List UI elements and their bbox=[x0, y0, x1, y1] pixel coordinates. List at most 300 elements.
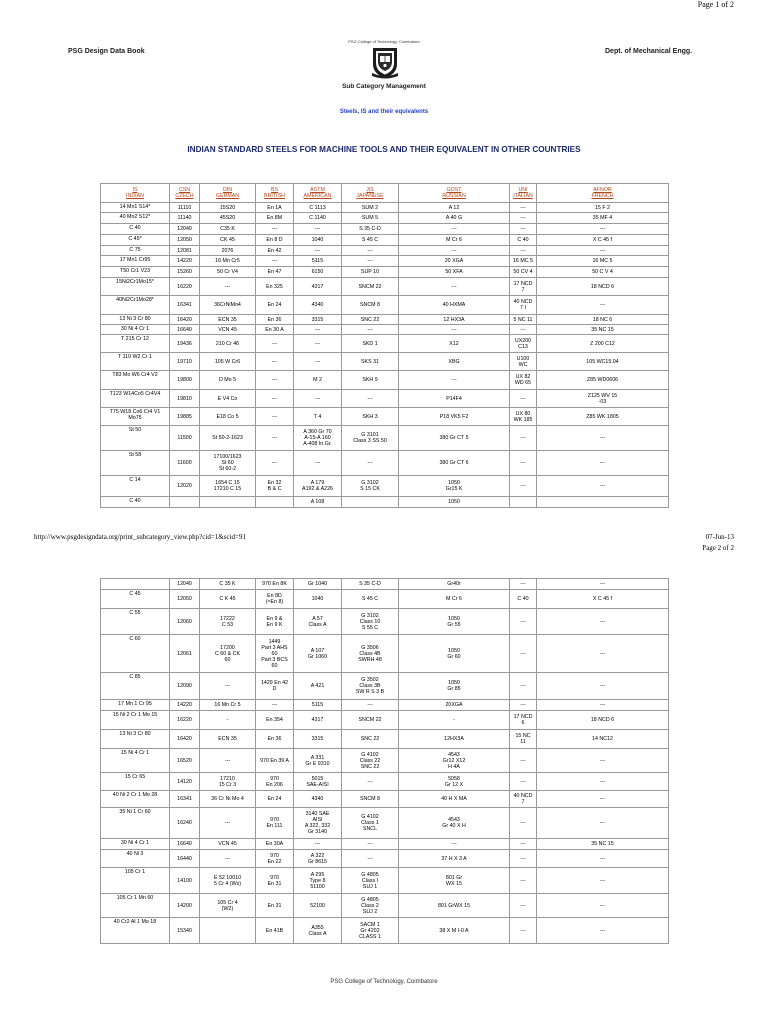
cell-is-indian: 40Ni2Cr1Mo28* bbox=[101, 296, 170, 315]
table-row bbox=[101, 590, 669, 609]
cell-is-indian: 17 Mn 1 Cr 95 bbox=[101, 700, 170, 711]
cell-gost-russian: A 12 bbox=[399, 203, 510, 213]
cell-afnor-french: --- bbox=[537, 918, 669, 944]
cell-din-german: ECN 35 bbox=[200, 730, 256, 749]
cell-jis-japanese: SKH 3 bbox=[342, 408, 399, 426]
cell-bs-british: 1449 Part 3 AHS 60 Part 3 BCS 60 bbox=[256, 635, 294, 673]
cell-is-indian bbox=[101, 579, 170, 590]
table-header-row bbox=[101, 184, 669, 203]
cell-jis-japanese: SUM 5 bbox=[342, 213, 399, 224]
cell-gost-russian: 380 Gr CT 5 bbox=[399, 426, 510, 451]
cell-bs-british: En 30A bbox=[256, 839, 294, 850]
cell-is-indian: 17 Mn1 Cr95 bbox=[101, 256, 170, 267]
cell-jis-japanese: S 35 C-D bbox=[342, 224, 399, 235]
cell-gost-russian: M Cr 6 bbox=[399, 590, 510, 609]
table-row bbox=[101, 730, 669, 749]
cell-uni-italian: --- bbox=[510, 839, 537, 850]
cell-csn-czech: 12050 bbox=[170, 590, 200, 609]
cell-csn-czech: 14220 bbox=[170, 256, 200, 267]
cell-bs-british: En 41B bbox=[256, 918, 294, 944]
cell-astm-american: --- bbox=[294, 325, 342, 335]
cell-jis-japanese: SNC 22 bbox=[342, 730, 399, 749]
cell-jis-japanese: --- bbox=[342, 700, 399, 711]
cell-bs-british: En 32 B & C bbox=[256, 476, 294, 497]
cell-afnor-french: --- bbox=[537, 476, 669, 497]
cell-uni-italian: --- bbox=[510, 609, 537, 635]
cell-din-german: E V4 Co bbox=[200, 390, 256, 408]
table-row bbox=[101, 635, 669, 673]
table-row bbox=[101, 224, 669, 235]
cell-din-german: C K 45 bbox=[200, 590, 256, 609]
cell-astm-american: 1040 bbox=[294, 235, 342, 246]
cell-is-indian: 30 Ni 4 Cr 1 bbox=[101, 839, 170, 850]
cell-csn-czech: 16341 bbox=[170, 296, 200, 315]
cell-bs-british: En 24 bbox=[256, 296, 294, 315]
cell-afnor-french: --- bbox=[537, 850, 669, 868]
cell-bs-british: En 30 A bbox=[256, 325, 294, 335]
table-row bbox=[101, 278, 669, 296]
cell-bs-british: --- bbox=[256, 224, 294, 235]
cell-din-german: C 35 K bbox=[200, 579, 256, 590]
cell-jis-japanese: SKH 9 bbox=[342, 371, 399, 390]
table-row bbox=[101, 353, 669, 371]
table-row bbox=[101, 673, 669, 700]
cell-bs-british: --- bbox=[256, 353, 294, 371]
cell-gost-russian: 4543 Gr 40 X H bbox=[399, 808, 510, 839]
cell-astm-american: --- bbox=[294, 353, 342, 371]
cell-is-indian: 15 Cr 65 bbox=[101, 773, 170, 791]
cell-afnor-french: --- bbox=[537, 894, 669, 918]
cell-csn-czech: 19810 bbox=[170, 390, 200, 408]
cell-is-indian: T75 W18 Co6 Cr4 V1 Mo75 bbox=[101, 408, 170, 426]
cell-astm-american: A 179 A192 & A226 bbox=[294, 476, 342, 497]
column-header-uni-italian: UNI ITALIAN bbox=[510, 184, 537, 203]
cell-uni-italian: --- bbox=[510, 918, 537, 944]
cell-uni-italian: 40 NCD 7 I bbox=[510, 296, 537, 315]
cell-uni-italian: 50 CV 4 bbox=[510, 267, 537, 278]
column-header-astm-american: ASTM AMERICAN bbox=[294, 184, 342, 203]
cell-astm-american: 3315 bbox=[294, 730, 342, 749]
cell-astm-american: A 421 bbox=[294, 673, 342, 700]
cell-uni-italian: 15 NC 11 bbox=[510, 730, 537, 749]
cell-jis-japanese: SNCM 22 bbox=[342, 278, 399, 296]
book-title: PSG Design Data Book bbox=[68, 48, 145, 55]
cell-csn-czech: 14220 bbox=[170, 700, 200, 711]
cell-jis-japanese bbox=[342, 497, 399, 508]
cell-is-indian: C 60 bbox=[101, 635, 170, 673]
cell-afnor-french: 105 WC15.04 bbox=[537, 353, 669, 371]
cell-is-indian: 40 Ni 2 Cr 1 Mo 28 bbox=[101, 791, 170, 808]
cell-uni-italian: --- bbox=[510, 325, 537, 335]
cell-is-indian: T 215 Cr 12 bbox=[101, 335, 170, 353]
cell-csn-czech: 16420 bbox=[170, 730, 200, 749]
cell-uni-italian: 16 MC 5 bbox=[510, 256, 537, 267]
cell-uni-italian: --- bbox=[510, 749, 537, 773]
cell-jis-japanese: --- bbox=[342, 451, 399, 476]
cell-csn-czech: 16220 bbox=[170, 278, 200, 296]
cell-is-indian: 40 Cr2 Al 1 Mo 18 bbox=[101, 918, 170, 944]
cell-astm-american: M 2 bbox=[294, 371, 342, 390]
cell-is-indian: 14 Mn1 S14* bbox=[101, 203, 170, 213]
cell-astm-american: --- bbox=[294, 224, 342, 235]
cell-afnor-french: --- bbox=[537, 808, 669, 839]
cell-jis-japanese: --- bbox=[342, 246, 399, 256]
table-title: INDIAN STANDARD STEELS FOR MACHINE TOOLS AND THEIR EQUIVALENT IN OTHER COUNTRIES bbox=[187, 145, 581, 154]
cell-csn-czech: 12020 bbox=[170, 476, 200, 497]
cell-din-german: 17100/1623 St 60 St 60-2 bbox=[200, 451, 256, 476]
cell-astm-american: C 1140 bbox=[294, 213, 342, 224]
cell-bs-british: En 325 bbox=[256, 278, 294, 296]
cell-csn-czech: 16220 bbox=[170, 711, 200, 730]
column-header-jis-japanese: JIS JAPANESE bbox=[342, 184, 399, 203]
cell-jis-japanese: --- bbox=[342, 839, 399, 850]
cell-gost-russian: X12 bbox=[399, 335, 510, 353]
table-row bbox=[101, 894, 669, 918]
cell-gost-russian: P18 VK5 F2 bbox=[399, 408, 510, 426]
cell-bs-british: En 8D (≈En 8) bbox=[256, 590, 294, 609]
cell-is-indian: T83 Mo W6 Cr4 V2 bbox=[101, 371, 170, 390]
cell-din-german: --- bbox=[200, 749, 256, 773]
cell-afnor-french: 14 NC12 bbox=[537, 730, 669, 749]
page-url: http://www.psgdesigndata.org/print_subcategory_view.php?cid=1&scid=91 bbox=[34, 533, 246, 541]
cell-afnor-french: 16 MC 5 bbox=[537, 256, 669, 267]
cell-afnor-french: --- bbox=[537, 673, 669, 700]
cell-afnor-french: --- bbox=[537, 773, 669, 791]
cell-jis-japanese: G 3502 Class 3B SW R S 3 B bbox=[342, 673, 399, 700]
cell-jis-japanese: SUM 2 bbox=[342, 203, 399, 213]
cell-astm-american: 3315 bbox=[294, 315, 342, 325]
cell-astm-american: --- bbox=[294, 246, 342, 256]
cell-astm-american: A 57 Class A bbox=[294, 609, 342, 635]
cell-astm-american: A 295 Type 8 51100 bbox=[294, 868, 342, 894]
table-row bbox=[101, 325, 669, 335]
cell-din-german: CK 45 bbox=[200, 235, 256, 246]
cell-csn-czech: 14100 bbox=[170, 868, 200, 894]
table-row bbox=[101, 868, 669, 894]
cell-bs-british: En 8M bbox=[256, 213, 294, 224]
cell-bs-british: 970 En 8K bbox=[256, 579, 294, 590]
cell-din-german: --- bbox=[200, 808, 256, 839]
cell-uni-italian: 5 NC 11 bbox=[510, 315, 537, 325]
cell-gost-russian: 4543 Gr12 X12 H 4A bbox=[399, 749, 510, 773]
cell-bs-british: 970 En 31 bbox=[256, 868, 294, 894]
cell-bs-british bbox=[256, 497, 294, 508]
cell-gost-russian: 1050 bbox=[399, 497, 510, 508]
table-row bbox=[101, 791, 669, 808]
cell-is-indian: C 75 bbox=[101, 246, 170, 256]
cell-bs-british: 970 En 111 bbox=[256, 808, 294, 839]
table-row bbox=[101, 315, 669, 325]
cell-is-indian: C 40 bbox=[101, 497, 170, 508]
table-row bbox=[101, 213, 669, 224]
cell-din-german bbox=[200, 497, 256, 508]
cell-din-german: 2076 bbox=[200, 246, 256, 256]
cell-jis-japanese: SNCM 22 bbox=[342, 711, 399, 730]
table-row bbox=[101, 497, 669, 508]
cell-jis-japanese: --- bbox=[342, 325, 399, 335]
table-row bbox=[101, 749, 669, 773]
cell-din-german: 36CrNiMo4 bbox=[200, 296, 256, 315]
table-row bbox=[101, 579, 669, 590]
cell-gost-russian: P14F4 bbox=[399, 390, 510, 408]
cell-bs-british: --- bbox=[256, 408, 294, 426]
cell-jis-japanese: G 3102 S 15 CK bbox=[342, 476, 399, 497]
cell-din-german: 16 Mn Cr 5 bbox=[200, 700, 256, 711]
cell-csn-czech: 19800 bbox=[170, 371, 200, 390]
cell-astm-american: 4317 bbox=[294, 278, 342, 296]
cell-bs-british: 970 En 206 bbox=[256, 773, 294, 791]
cell-uni-italian: UX 80 WK 185 bbox=[510, 408, 537, 426]
cell-gost-russian: 38 X M I-0 A bbox=[399, 918, 510, 944]
cell-uni-italian: --- bbox=[510, 213, 537, 224]
cell-is-indian: T 110 W2 Cr 1 bbox=[101, 353, 170, 371]
cell-is-indian: T50 Cr1 V23 bbox=[101, 267, 170, 278]
cell-bs-british: En 1A bbox=[256, 203, 294, 213]
cell-is-indian: 15 Ni 4 Cr 1 bbox=[101, 749, 170, 773]
cell-uni-italian: --- bbox=[510, 203, 537, 213]
cell-afnor-french: 18 NC 6 bbox=[537, 315, 669, 325]
cell-astm-american: 4340 bbox=[294, 296, 342, 315]
cell-bs-british: En 8 D bbox=[256, 235, 294, 246]
cell-din-german: 17210 15 Cr 3 bbox=[200, 773, 256, 791]
cell-uni-italian: UX 82 WD 65 bbox=[510, 371, 537, 390]
cell-csn-czech: 11140 bbox=[170, 213, 200, 224]
cell-bs-british: --- bbox=[256, 426, 294, 451]
cell-bs-british: 970 En 22 bbox=[256, 850, 294, 868]
cell-din-german: VCN 45 bbox=[200, 325, 256, 335]
cell-astm-american: A 108 bbox=[294, 497, 342, 508]
cell-afnor-french: --- bbox=[537, 635, 669, 673]
cell-gost-russian: 40 HXMA bbox=[399, 296, 510, 315]
cell-uni-italian: --- bbox=[510, 868, 537, 894]
column-header-is-indian: IS INDIAN bbox=[101, 184, 170, 203]
cell-bs-british: En 9 & En 9 K bbox=[256, 609, 294, 635]
cell-astm-american: A355 Class A bbox=[294, 918, 342, 944]
cell-afnor-french: --- bbox=[537, 296, 669, 315]
cell-gost-russian: 40 H X MA bbox=[399, 791, 510, 808]
table-row bbox=[101, 476, 669, 497]
cell-astm-american: --- bbox=[294, 839, 342, 850]
cell-afnor-french: 50 C V 4 bbox=[537, 267, 669, 278]
cell-csn-czech: 12090 bbox=[170, 673, 200, 700]
cell-din-german: 50 Cr V4 bbox=[200, 267, 256, 278]
cell-afnor-french: X C 45 f bbox=[537, 590, 669, 609]
column-header-bs-british: BS BRITISH bbox=[256, 184, 294, 203]
cell-afnor-french: Z85 WD0606 bbox=[537, 371, 669, 390]
cell-gost-russian: 37 H X 3 A bbox=[399, 850, 510, 868]
cell-csn-czech: 11500 bbox=[170, 426, 200, 451]
cell-is-indian: C 45 bbox=[101, 590, 170, 609]
cell-din-german: 105 Cr 4 (W2) bbox=[200, 894, 256, 918]
cell-csn-czech: 16240 bbox=[170, 808, 200, 839]
cell-din-german: VCN 45 bbox=[200, 839, 256, 850]
cell-astm-american: A 360 Gr 70 A-15-A 160 A-408 In.Gr. bbox=[294, 426, 342, 451]
cell-is-indian: 40 Ni 3 bbox=[101, 850, 170, 868]
subcategory-link[interactable]: Steels, IS and their equivalents bbox=[339, 109, 429, 115]
cell-jis-japanese: --- bbox=[342, 390, 399, 408]
cell-din-german: - bbox=[200, 711, 256, 730]
table-row bbox=[101, 451, 669, 476]
cell-gost-russian: 1050 Gr 85 bbox=[399, 673, 510, 700]
cell-afnor-french: Z125 WV 15 -03 bbox=[537, 390, 669, 408]
cell-din-german: 17200 C 60 & CK 60 bbox=[200, 635, 256, 673]
cell-uni-italian: --- bbox=[510, 390, 537, 408]
cell-afnor-french: --- bbox=[537, 224, 669, 235]
cell-uni-italian: --- bbox=[510, 773, 537, 791]
cell-din-german: ECN 35 bbox=[200, 315, 256, 325]
cell-din-german: 17222 C 53 bbox=[200, 609, 256, 635]
cell-is-indian: C 85 bbox=[101, 673, 170, 700]
cell-gost-russian: 12 HX3A bbox=[399, 315, 510, 325]
cell-uni-italian: --- bbox=[510, 894, 537, 918]
cell-jis-japanese: G 3101 Class 3 SS 50 bbox=[342, 426, 399, 451]
table-row bbox=[101, 839, 669, 850]
cell-afnor-french: Z 200 C12 bbox=[537, 335, 669, 353]
column-header-afnor-french: AFNOR FRENCH bbox=[537, 184, 669, 203]
cell-afnor-french: --- bbox=[537, 609, 669, 635]
table-row bbox=[101, 203, 669, 213]
table-row bbox=[101, 700, 669, 711]
cell-csn-czech: 16440 bbox=[170, 850, 200, 868]
cell-gost-russian: --- bbox=[399, 246, 510, 256]
cell-din-german: 1654 C 15 17210 C 15 bbox=[200, 476, 256, 497]
cell-uni-italian: --- bbox=[510, 476, 537, 497]
cell-gost-russian: 50 XFA bbox=[399, 267, 510, 278]
cell-jis-japanese: G 4102 Class 22 SNC 22 bbox=[342, 749, 399, 773]
table-row bbox=[101, 850, 669, 868]
cell-bs-british: En 36 bbox=[256, 730, 294, 749]
cell-gost-russian: A 40 G bbox=[399, 213, 510, 224]
cell-din-german: 45S20 bbox=[200, 213, 256, 224]
cell-din-german: 210 Cr 46 bbox=[200, 335, 256, 353]
cell-csn-czech: 11600 bbox=[170, 451, 200, 476]
cell-uni-italian: --- bbox=[510, 808, 537, 839]
cell-is-indian: 105 Cr 1 bbox=[101, 868, 170, 894]
cell-din-german: --- bbox=[200, 278, 256, 296]
cell-astm-american: A 107 Gr 1060 bbox=[294, 635, 342, 673]
cell-bs-british: --- bbox=[256, 371, 294, 390]
cell-astm-american: --- bbox=[294, 451, 342, 476]
cell-is-indian: 15Ni2Cr1Mo15* bbox=[101, 278, 170, 296]
cell-jis-japanese: SKD 1 bbox=[342, 335, 399, 353]
cell-gost-russian: 1050 Gr 55 bbox=[399, 609, 510, 635]
cell-astm-american: 5115 bbox=[294, 256, 342, 267]
table-row bbox=[101, 426, 669, 451]
cell-gost-russian: 801 GrWX 15 bbox=[399, 894, 510, 918]
cell-bs-british: En 354 bbox=[256, 711, 294, 730]
cell-afnor-french: --- bbox=[537, 451, 669, 476]
cell-din-german: 15S20 bbox=[200, 203, 256, 213]
cell-astm-american: 6150 bbox=[294, 267, 342, 278]
table-row bbox=[101, 335, 669, 353]
table-row bbox=[101, 773, 669, 791]
cell-bs-british: --- bbox=[256, 451, 294, 476]
cell-csn-czech: 16640 bbox=[170, 839, 200, 850]
cell-bs-british: --- bbox=[256, 256, 294, 267]
cell-uni-italian: --- bbox=[510, 451, 537, 476]
cell-gost-russian: Gr40r bbox=[399, 579, 510, 590]
cell-astm-american: 4340 bbox=[294, 791, 342, 808]
cell-csn-czech: 19710 bbox=[170, 353, 200, 371]
column-header-csn-czech: CSN CZECH bbox=[170, 184, 200, 203]
cell-jis-japanese: S 45 C bbox=[342, 235, 399, 246]
cell-csn-czech: 11110 bbox=[170, 203, 200, 213]
cell-csn-czech: 12060 bbox=[170, 609, 200, 635]
cell-csn-czech: 19436 bbox=[170, 335, 200, 353]
table-row bbox=[101, 808, 669, 839]
cell-astm-american: 3140 SAE AISI A 322, 332 Gr 3140 bbox=[294, 808, 342, 839]
cell-jis-japanese: G 3506 Class 4B SWRH 48 bbox=[342, 635, 399, 673]
cell-gost-russian: 12HX3A bbox=[399, 730, 510, 749]
cell-is-indian: St 58 bbox=[101, 451, 170, 476]
cell-din-german: E18 Co 5 bbox=[200, 408, 256, 426]
cell-gost-russian: - bbox=[399, 711, 510, 730]
cell-gost-russian: 380 Gr CT 6 bbox=[399, 451, 510, 476]
cell-bs-british: 970 En 39 A bbox=[256, 749, 294, 773]
cell-is-indian: C 14 bbox=[101, 476, 170, 497]
cell-din-german: 105 W Cr6 bbox=[200, 353, 256, 371]
table-row bbox=[101, 296, 669, 315]
cell-is-indian: 13 Ni 3 Cr 80 bbox=[101, 315, 170, 325]
cell-uni-italian: --- bbox=[510, 635, 537, 673]
cell-astm-american: 1040 bbox=[294, 590, 342, 609]
cell-afnor-french: --- bbox=[537, 749, 669, 773]
cell-din-german: E 52 10010 5 Cr 4 (Ws) bbox=[200, 868, 256, 894]
cell-din-german: --- bbox=[200, 673, 256, 700]
cell-is-indian: St 50 bbox=[101, 426, 170, 451]
cell-csn-czech bbox=[170, 497, 200, 508]
cell-csn-czech: 15340 bbox=[170, 918, 200, 944]
cell-uni-italian: --- bbox=[510, 673, 537, 700]
cell-uni-italian: C 40 bbox=[510, 590, 537, 609]
cell-astm-american: 5115 bbox=[294, 700, 342, 711]
cell-uni-italian: 17 NCD 6 bbox=[510, 711, 537, 730]
cell-uni-italian: --- bbox=[510, 246, 537, 256]
cell-is-indian: 40 Mn2 S12* bbox=[101, 213, 170, 224]
cell-astm-american: A 322 Gr 8615 bbox=[294, 850, 342, 868]
college-crest-icon bbox=[372, 46, 398, 79]
cell-bs-british: En 24 bbox=[256, 791, 294, 808]
department-name: Dept. of Mechanical Engg. bbox=[605, 48, 693, 55]
table-row bbox=[101, 408, 669, 426]
cell-uni-italian: --- bbox=[510, 426, 537, 451]
cell-afnor-french bbox=[537, 497, 669, 508]
cell-is-indian: C 55 bbox=[101, 609, 170, 635]
cell-afnor-french: 35 MF 4 bbox=[537, 213, 669, 224]
cell-bs-british: 1429 En 42 D bbox=[256, 673, 294, 700]
cell-din-german: D Mo 5 bbox=[200, 371, 256, 390]
cell-afnor-french: --- bbox=[537, 868, 669, 894]
cell-din-german: C35 K bbox=[200, 224, 256, 235]
cell-gost-russian: 1050 Gr 60 bbox=[399, 635, 510, 673]
page-number: Page 1 of 2 bbox=[697, 0, 734, 9]
cell-gost-russian: M Cr 6 bbox=[399, 235, 510, 246]
cell-bs-british: --- bbox=[256, 335, 294, 353]
cell-afnor-french: --- bbox=[537, 700, 669, 711]
cell-csn-czech: 12050 bbox=[170, 235, 200, 246]
cell-uni-italian: 40 NCD 7 bbox=[510, 791, 537, 808]
column-header-gost-russian: GOST RUSSIAN bbox=[399, 184, 510, 203]
cell-jis-japanese: --- bbox=[342, 256, 399, 267]
table-row bbox=[101, 235, 669, 246]
cell-csn-czech: 12061 bbox=[170, 635, 200, 673]
cell-csn-czech: 19885 bbox=[170, 408, 200, 426]
cell-uni-italian: --- bbox=[510, 850, 537, 868]
table-row bbox=[101, 256, 669, 267]
table-row bbox=[101, 371, 669, 390]
cell-afnor-french: X C 45 f bbox=[537, 235, 669, 246]
cell-bs-british: En 31 bbox=[256, 894, 294, 918]
